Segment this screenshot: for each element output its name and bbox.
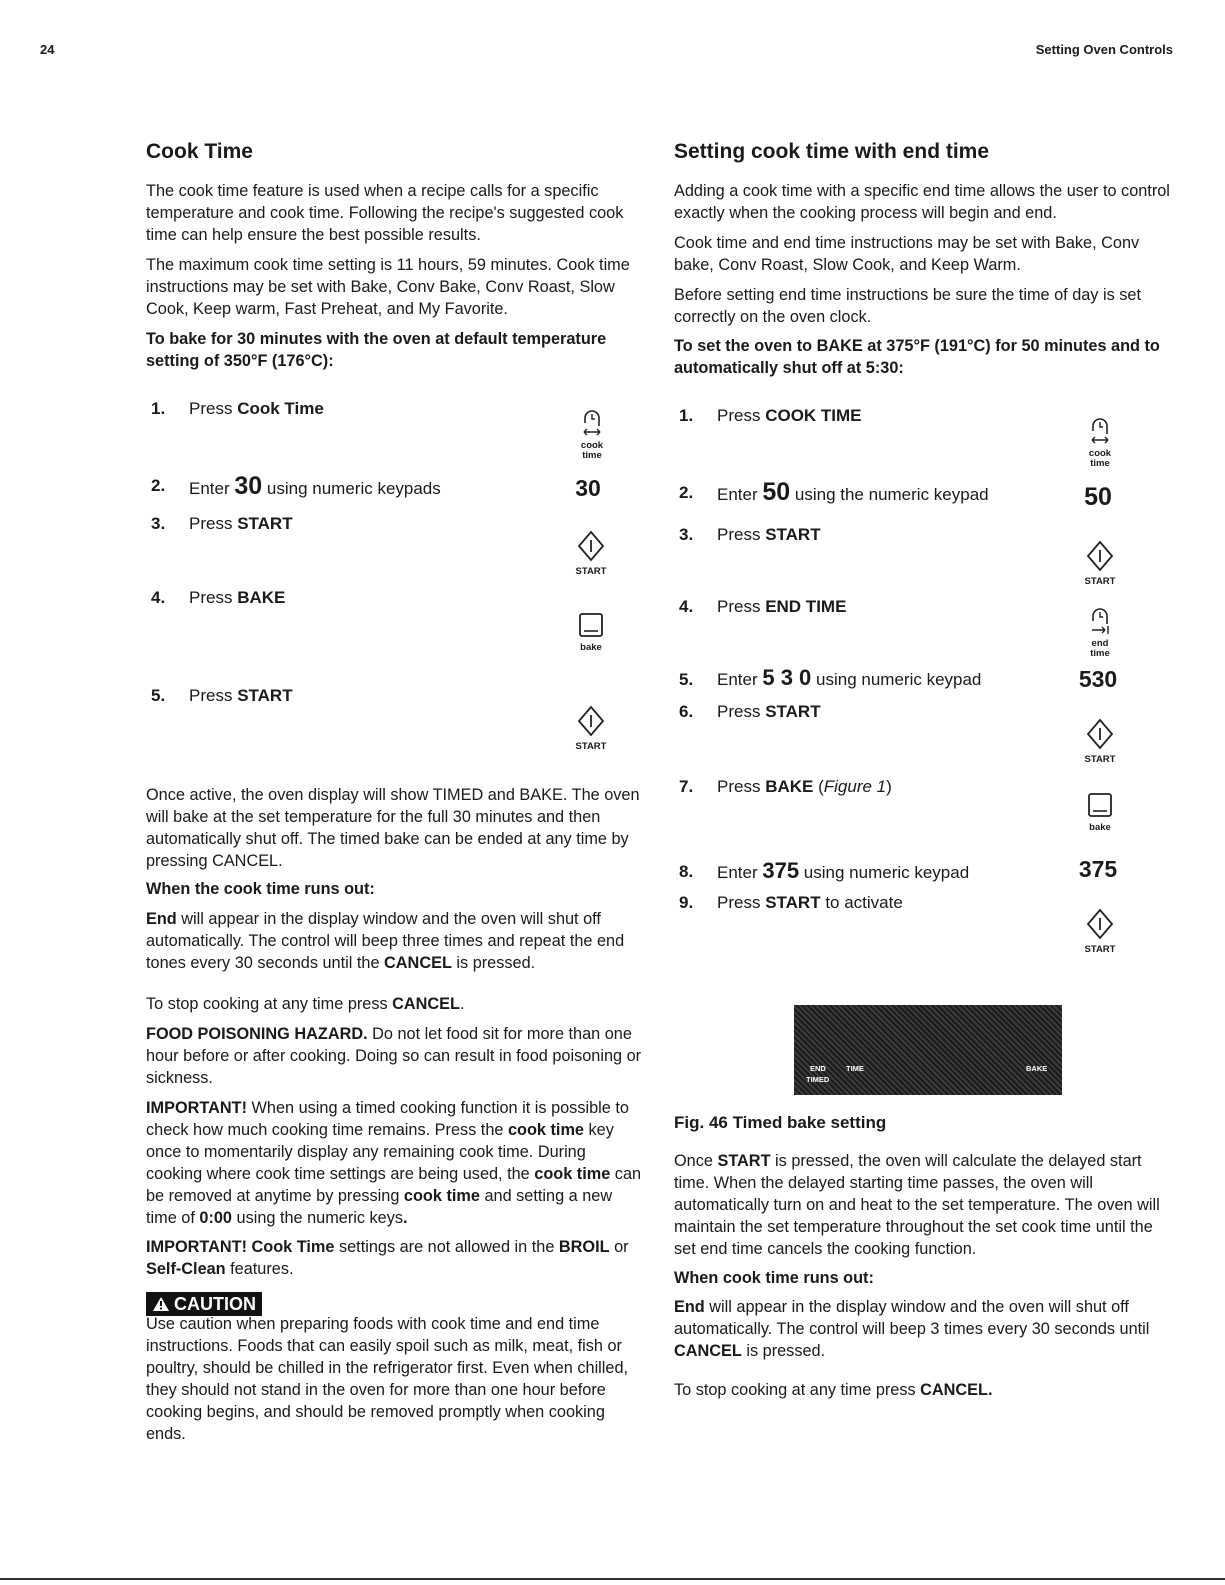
display-end-label: END bbox=[810, 1064, 826, 1073]
clock-icon bbox=[581, 410, 603, 436]
page-number: 24 bbox=[40, 42, 55, 57]
start-key: START bbox=[1070, 718, 1130, 765]
bake-key: bake bbox=[561, 612, 621, 653]
cook-time-key: cook time bbox=[1070, 418, 1130, 469]
step-item: 5. Enter 5 3 0 using numeric keypad bbox=[679, 665, 982, 690]
step-item: 2. Enter 50 using the numeric keypad bbox=[679, 478, 989, 506]
oven-display-image bbox=[794, 1005, 1062, 1095]
runs-out-heading: When the cook time runs out: bbox=[146, 880, 375, 898]
end-time-heading: Setting cook time with end time bbox=[674, 140, 990, 163]
bottom-divider bbox=[0, 1578, 1225, 1580]
start-icon bbox=[577, 705, 605, 737]
step-item: 1. Press COOK TIME bbox=[679, 406, 862, 425]
end-time-intro: Adding a cook time with a specific end time allows the user to control exactly when the cooking process will begin and end. bbox=[674, 182, 1170, 222]
bake-375-heading: To set the oven to BAKE at 375°F (191°C) for 50 minutes and to automatically shut off at 5:30: bbox=[674, 337, 1160, 377]
display-bake-label: BAKE bbox=[1026, 1064, 1048, 1073]
start-key: START bbox=[561, 705, 621, 752]
stop-paragraph: To stop cooking at any time press CANCEL. bbox=[146, 995, 465, 1013]
stop-paragraph: To stop cooking at any time press CANCEL. bbox=[674, 1381, 993, 1399]
bake-30-heading: To bake for 30 minutes with the oven at default temperature setting of 350°F (176°C): bbox=[146, 330, 607, 370]
bake-icon bbox=[1087, 792, 1113, 818]
section-title: Setting Oven Controls bbox=[1035, 42, 1173, 57]
start-key: START bbox=[1070, 908, 1130, 955]
keypad-50: 50 bbox=[1084, 483, 1112, 511]
step-item: 4. Press END TIME bbox=[679, 597, 847, 616]
once-start-paragraph: Once START is pressed, the oven will calculate the delayed start time. When the delayed starting time passes, the oven will automatically turn on and heat to the set temperature. The oven will maintain the set temperature throughout the set cook time until the set end time cancels the cooking function. bbox=[674, 1152, 1160, 1258]
keypad-30: 30 bbox=[575, 475, 601, 501]
figure-caption: Fig. 46 Timed bake setting bbox=[674, 1113, 887, 1132]
runs-out-heading: When cook time runs out: bbox=[674, 1269, 874, 1287]
display-timed-label: TIMED bbox=[806, 1075, 830, 1084]
cook-time-key: cook time bbox=[562, 410, 622, 461]
important-paragraph: IMPORTANT! When using a timed cooking function it is possible to check how much cooking time remains. Press the cook time key once to momentarily display any remaining cook time. During cooking where cook time settings are being used, the cook time can be removed at anytime by pressing cook time and setting a new time of 0:00 using the numeric keys. bbox=[146, 1099, 642, 1227]
keypad-530: 530 bbox=[1078, 666, 1118, 692]
cook-time-heading: Cook Time bbox=[146, 140, 253, 163]
step-item: 7. Press BAKE (Figure 1) bbox=[679, 777, 892, 796]
end-time-modes-paragraph: Cook time and end time instructions may be set with Bake, Conv bake, Conv Roast, Slow Cook, and Keep Warm. bbox=[674, 234, 1140, 274]
step-item: 2. Enter 30 using numeric keypads bbox=[151, 472, 441, 500]
clock-icon bbox=[1089, 418, 1111, 444]
start-key: START bbox=[561, 530, 621, 577]
step-item: 1. Press Cook Time bbox=[151, 399, 324, 418]
display-time-label: TIME bbox=[846, 1064, 864, 1073]
once-active-paragraph: Once active, the oven display will show TIMED and BAKE. The oven will bake at the set temperature for the full 30 minutes and then automatically shut off. The timed bake can be ended at any time by pressing CANCEL. bbox=[146, 786, 640, 870]
caution-paragraph: Use caution when preparing foods with cook time and end time instructions. Foods that can easily spoil such as milk, meat, fish or poultry, should be chilled in the refrigerator first. Even when chilled, they should not stand in the oven for more than one hour before cooking begins, and should be removed promptly when cooking ends. bbox=[146, 1315, 629, 1443]
start-icon bbox=[1086, 540, 1114, 572]
warning-icon bbox=[152, 1296, 170, 1312]
start-key: START bbox=[1070, 540, 1130, 587]
start-icon bbox=[1086, 718, 1114, 750]
step-item: 4. Press BAKE bbox=[151, 588, 286, 607]
caution-badge: CAUTION bbox=[146, 1292, 262, 1316]
step-item: 3. Press START bbox=[679, 525, 821, 544]
hazard-paragraph: FOOD POISONING HAZARD. Do not let food sit for more than one hour before or after cooking. Doing so can result in food poisoning or sickness. bbox=[146, 1025, 642, 1087]
runs-out-paragraph: End will appear in the display window and the oven will shut off automatically. The control will beep 3 times every 30 seconds until CANCEL is pressed. bbox=[674, 1298, 1150, 1360]
clock-icon bbox=[1089, 608, 1111, 634]
clock-note-paragraph: Before setting end time instructions be sure the time of day is set correctly on the oven clock. bbox=[674, 286, 1141, 326]
intro-paragraph: The cook time feature is used when a recipe calls for a specific temperature and cook time. Following the recipe's suggested cook time can help ensure the best possible results. bbox=[146, 182, 624, 244]
step-item: 9. Press START to activate bbox=[679, 893, 903, 912]
bake-key: bake bbox=[1070, 792, 1130, 833]
keypad-375: 375 bbox=[1078, 856, 1118, 882]
start-icon bbox=[1086, 908, 1114, 940]
end-time-key: end time bbox=[1070, 608, 1130, 659]
step-item: 6. Press START bbox=[679, 702, 821, 721]
max-time-paragraph: The maximum cook time setting is 11 hours, 59 minutes. Cook time instructions may be set with Bake, Conv Bake, Conv Roast, Slow Cook, Keep warm, Fast Preheat, and My Favorite. bbox=[146, 256, 630, 318]
bake-icon bbox=[578, 612, 604, 638]
step-item: 8. Enter 375 using numeric keypad bbox=[679, 858, 970, 883]
start-icon bbox=[577, 530, 605, 562]
important-cooktime-paragraph: IMPORTANT! Cook Time settings are not allowed in the BROIL or Self-Clean features. bbox=[146, 1238, 629, 1278]
runs-out-paragraph: End will appear in the display window and the oven will shut off automatically. The control will beep three times and repeat the end tones every 30 seconds until the CANCEL is pressed. bbox=[146, 910, 625, 972]
step-item: 5. Press START bbox=[151, 686, 293, 705]
step-item: 3. Press START bbox=[151, 514, 293, 533]
